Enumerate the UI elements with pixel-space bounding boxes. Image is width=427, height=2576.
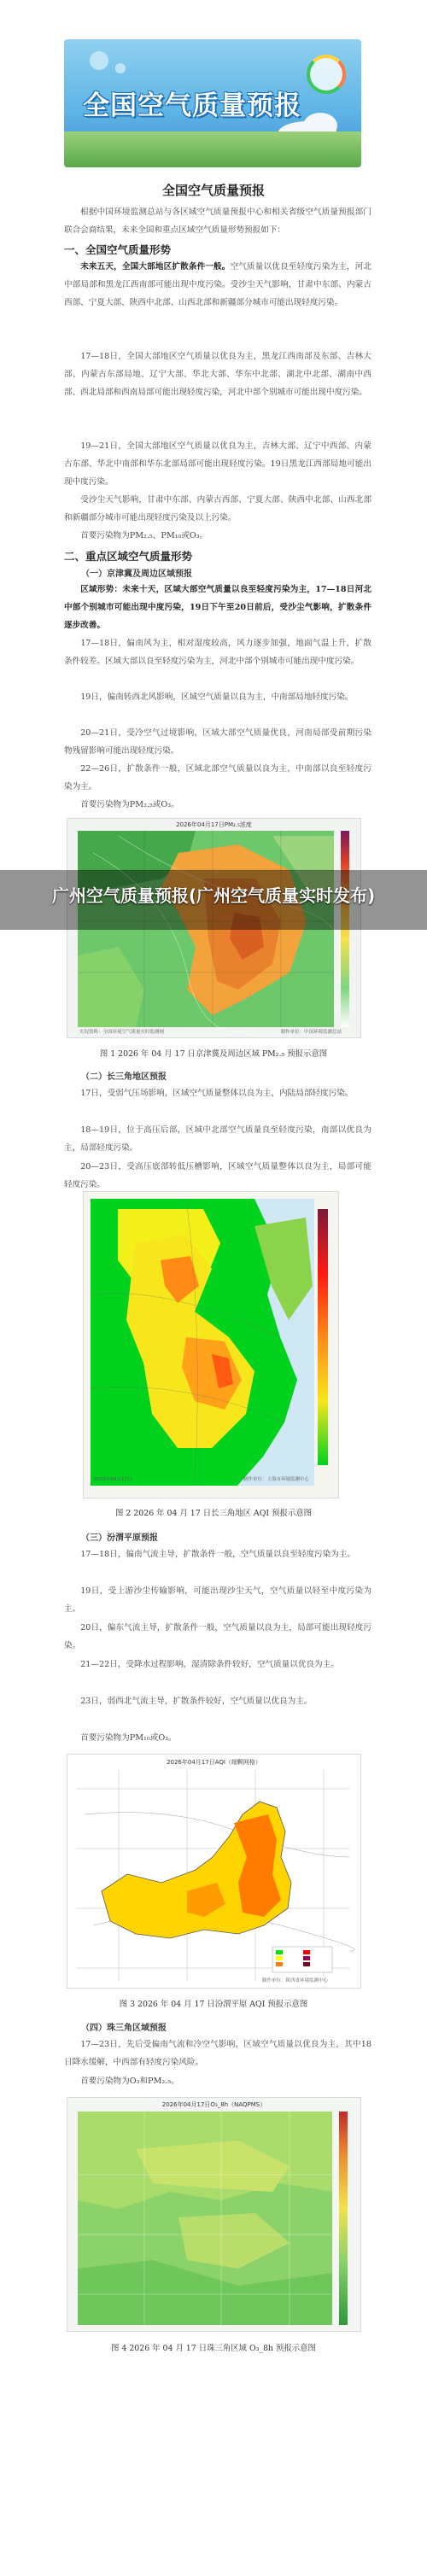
paragraph: 19—21日，全国大部地区空气质量以优良为主，吉林大部、辽宁中西部、内蒙古东部、华北中南部和华东北部局部可能出现轻度污染。19日黑龙江西部局地可能出现中度污染。 [64,441,371,487]
paragraph: 20—23日，受高压底部转低压槽影响，区域空气质量整体以良为主，局部可能轻度污染。 [64,1162,371,1189]
paragraph [64,581,371,634]
subsection-heading: （三）汾渭平原预报 [81,1533,158,1543]
map-graphic [84,1192,339,1498]
figure-caption: 图 2 2026 年 04 月 17 日长三角地区 AQI 预报示意图 [115,1509,312,1518]
paragraph: 20日，偏东气流主导，扩散条件一般，空气质量以良为主，局部可能出现轻度污染。 [64,1623,371,1650]
paragraph: 19日，受上游沙尘传输影响，可能出现沙尘天气，空气质量以轻至中度污染为主。 [64,1586,371,1614]
grass-decoration [64,131,361,167]
banner-title: 全国空气质量预报 [83,91,301,121]
paragraph: 17日，受弱气压场影响，区域空气质量整体以良为主，内陆局部轻度污染。 [80,1089,354,1098]
map-footnote: 实况资料：全国环境空气质量实时监测网 [79,1030,165,1035]
bold-text: 区域形势： [80,585,123,594]
map-title: 2026年04月17日AQI（细颗网格） [167,1759,261,1766]
map-footnote: 2026年04月17日 [94,1477,132,1482]
paragraph: 20—21日，受冷空气过境影响，区域大部空气质量优良，河南局部受前期污染物残留影响可能出现轻度污染。 [64,728,371,756]
bubble-decoration [115,63,126,73]
text: 空气质量以优良至轻度污染为主，河北中部局部和黑龙江西南部可能出现中度污染。受沙尘天气影响，甘肃中东部、内蒙古西部、宁夏大部、陕西中北部、山西北部和新疆部分城市可能出现轻度污染。 [64,262,372,307]
subsection-heading: （一）京津冀及周边区域预报 [81,570,192,579]
map-title: 2026年04月17日O₃_8h（NAQPMS） [161,2101,266,2108]
paragraph: 21—22日，受降水过程影响，湿清除条件较好，空气质量以优良为主。 [80,1660,339,1669]
paragraph: 19日，偏南转西北风影响，区域空气质量以良为主，中南部局地轻度污染。 [80,692,354,702]
bold-text: 未来五天，全国大部地区扩散条件一般。 [80,262,231,272]
paragraph: 17—18日，全国大部地区空气质量以优良为主，黑龙江西南部及东部、吉林大部、内蒙古东部局地、辽宁大部、华北大部、华东中北部、湖北中北部、湖南中西部、西北局部和西南局部可能出现轻度污染，河北中部个别城市可能出现中度污染。 [64,352,371,397]
figure-caption: 图 1 2026 年 04 月 17 日京津冀及周边区域 PM₂.₅ 预报示意图 [99,1049,328,1059]
fenwei-aqi-map [67,1754,361,1989]
subsection-heading: （二）长三角地区预报 [81,1072,167,1082]
map-footnote: 制作单位：中国环境监测总站 [280,1030,342,1035]
o3-forecast-map [67,2097,361,2332]
paragraph: 17—23日，先后受偏南气流和冷空气影响，区域空气质量以优良为主，其中18日降水缓解，中西部有轻度污染风险。 [64,2040,371,2067]
paragraph: 首要污染物为PM₁₀或O₃。 [80,1733,177,1743]
subsection-heading: （四）珠三角区域预报 [81,2024,167,2033]
intro-paragraph: 根据中国环境监测总站与各区域空气质量预报中心和相关省级空气质量预报部门联合会商结果，未来全国和重点区域空气质量形势预报如下： [64,207,371,235]
paragraph: 23日，弱西北气流主导，扩散条件较好，空气质量以优良为主。 [80,1697,313,1706]
paragraph: 17—18日，偏南风为主，相对湿度较高，风力逐步加强，地面气温上升，扩散条件较差。区域大部以良至轻度污染为主，河北中部个别城市可能出现中度污染。 [64,639,371,666]
aqi-forecast-map [83,1191,339,1498]
section-heading: 一、全国空气质量形势 [64,243,172,256]
paragraph: 17—18日，偏南气流主导，扩散条件一般，空气质量以良至轻度污染为主。 [80,1550,356,1559]
section-heading: 二、重点区域空气质量形势 [64,550,193,563]
map-footnote: 制作单位：上海市环境监测中心 [243,1477,309,1482]
paragraph: 受沙尘天气影响，甘肃中东部、内蒙古西部、宁夏大部、陕西中北部、山西北部和新疆部分城市可能出现轻度污染及以上污染。 [64,495,371,523]
map-graphic [67,2098,361,2332]
paragraph: 首要污染物为O₃和PM₂.₅。 [80,2077,179,2086]
paragraph: 首要污染物为PM₂.₅或O₃。 [80,800,179,809]
paragraph: 22—26日，扩散条件一般，区域北部空气质量以良为主，中南部以良至轻度污染为主。 [64,764,371,791]
document-title: 全国空气质量预报 [161,183,265,198]
map-footnote: 制作单位：陕西省环境监测中心 [261,1978,328,1983]
bubble-decoration [90,51,108,70]
air-quality-gauge-icon [307,55,346,94]
paragraph [64,258,371,312]
overlay-title: 广州空气质量预报(广州空气质量实时发布) [51,885,376,906]
paragraph: 首要污染物为PM₂.₅、PM₁₀或O₃。 [80,531,208,540]
bold-text: 未来十天，区域大部空气质量以良至轻度污染为主，17—18日河北中部个别城市可能出现中度污染，19日下午至20日前后，受沙尘气影响，扩散条件逐步改善。 [64,585,372,630]
map-title: 2026年04月17日PM₂.₅浓度 [176,821,252,828]
map-graphic [67,1755,361,1989]
figure-caption: 图 3 2026 年 04 月 17 日汾渭平原 AQI 预报示意图 [119,2000,308,2009]
figure-caption: 图 4 2026 年 04 月 17 日珠三角区域 O₃_8h 预报示意图 [111,2344,316,2353]
paragraph: 18—19日，位于高压后部，区域中北部空气质量良至轻度污染，南部以优良为主，局部轻度污染。 [64,1125,371,1153]
header-banner [64,39,361,167]
